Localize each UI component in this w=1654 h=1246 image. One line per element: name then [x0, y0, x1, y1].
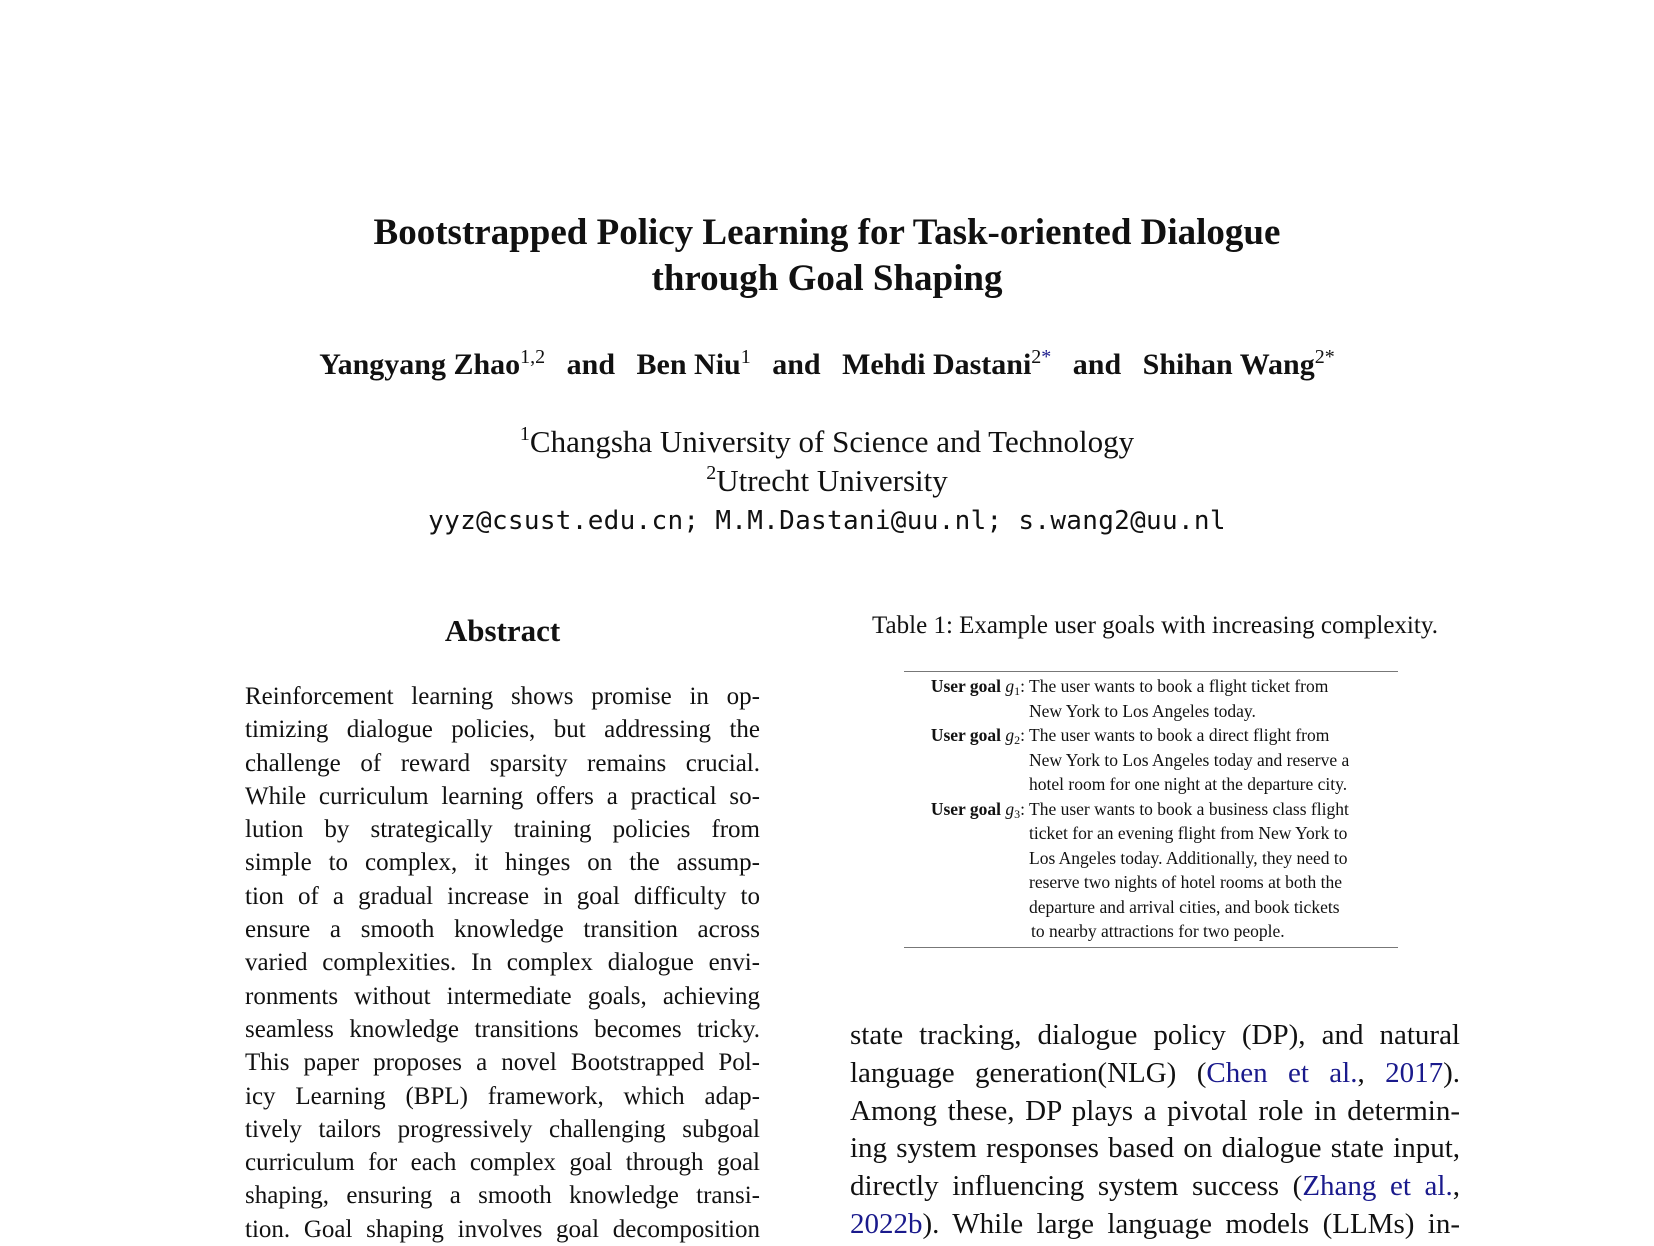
table-row: [904, 674, 1398, 723]
citation-link-chen-2017[interactable]: Chen et al.: [1206, 1056, 1358, 1089]
author: Yangyang Zhao$^{1,2}$: [319, 346, 546, 381]
abstract-line: simple to complex, it hinges on the assump-: [245, 849, 760, 877]
body-line: 2022b). While large language models (LLMs) in-: [850, 1207, 1460, 1240]
abstract-heading: Abstract: [444, 613, 561, 648]
abstract-line: ensure a smooth knowledge transition across: [245, 916, 760, 944]
abstract-line: tively tailors progressively challenging subgoal: [245, 1115, 760, 1143]
abstract-line: lution by strategically training policies from: [245, 816, 760, 844]
goal-label: User goal $g_1$:: [930, 676, 1025, 698]
title-line-2: through Goal Shaping: [651, 258, 1003, 299]
author-separator: and: [566, 348, 616, 381]
abstract-line: challenge of reward sparsity remains crucial.: [245, 749, 760, 777]
title-line-1: Bootstrapped Policy Learning for Task-oriented Dialogue: [373, 212, 1281, 253]
body-line: ing system responses based on dialogue state input,: [850, 1132, 1460, 1165]
abstract-line: tion of a gradual increase in goal difficulty to: [245, 882, 760, 910]
table-row: [904, 797, 1398, 944]
author: Shihan Wang$^{2*}$: [1142, 346, 1335, 381]
abstract-body: [245, 680, 760, 1246]
affiliation: $^2$Utrecht University: [706, 462, 948, 498]
author: Mehdi Dastani$^{2*}$: [842, 346, 1052, 381]
abstract-line: This paper proposes a novel Bootstrapped Pol-: [245, 1049, 760, 1077]
abstract-line: tion. Goal shaping involves goal decomposition: [245, 1215, 760, 1243]
paper-title: [0, 210, 1654, 302]
body-line: language generation(NLG) (Chen et al., 2017).: [850, 1056, 1460, 1089]
body-line: directly influencing system success (Zhang et al.,: [850, 1170, 1460, 1203]
abstract-line: shaping, ensuring a smooth knowledge transi-: [245, 1182, 760, 1210]
abstract-line: Reinforcement learning shows promise in op-: [245, 683, 760, 710]
abstract-line: ronments without intermediate goals, achieving: [245, 982, 760, 1010]
abstract-line: While curriculum learning offers a practical so-: [245, 782, 760, 810]
author-emails: yyz@csust.edu.cn; M.M.Dastani@uu.nl; s.wang2@uu.nl: [428, 506, 1226, 536]
corresponding-author-mark: *: [1324, 346, 1335, 368]
author-separator: and: [772, 348, 821, 381]
affiliation: $^1$Changsha University of Science and Technology: [519, 423, 1135, 459]
abstract-line: icy Learning (BPL) framework, which adap-: [245, 1082, 760, 1110]
corresponding-author-footnote-link[interactable]: *: [1041, 346, 1052, 368]
citation-year-link-2017[interactable]: 2017: [1385, 1056, 1444, 1089]
goal-description: The user wants to book a business class flight ticket for an evening flight from New York to Los Angeles today. Additionally, they need to reserve two nights of hotel rooms at both the departure and arrival cities, and book tickets to nearby attractions for two people.: [1029, 798, 1349, 941]
citation-year-link-2022b[interactable]: 2022b: [850, 1207, 923, 1240]
author: Ben Niu$^1$: [636, 346, 751, 381]
author-list: [0, 345, 1654, 385]
goal-description: The user wants to book a flight ticket from New York to Los Angeles today.: [1029, 676, 1329, 721]
goal-label: User goal $g_2$:: [930, 725, 1025, 747]
citation-link-zhang-2022b[interactable]: Zhang et al.: [1302, 1170, 1453, 1203]
abstract-line: varied complexities. In complex dialogue envi-: [245, 949, 760, 977]
author-separator: and: [1072, 348, 1122, 381]
affiliations: [0, 422, 1654, 500]
body-line: state tracking, dialogue policy (DP), and natural: [850, 1019, 1460, 1051]
body-line: Among these, DP plays a pivotal role in determin-: [850, 1094, 1460, 1127]
abstract-line: timizing dialogue policies, but addressing the: [245, 716, 760, 744]
table-row: [904, 723, 1398, 797]
table-caption: Table 1: Example user goals with increasing complexity.: [872, 612, 1438, 639]
goal-description: The user wants to book a direct flight from New York to Los Angeles today and reserve a hotel room for one night at the departure city.: [1029, 725, 1350, 794]
goal-label: User goal $g_3$:: [930, 798, 1025, 821]
user-goals-table: [904, 671, 1398, 948]
abstract-line: seamless knowledge transitions becomes tricky.: [245, 1015, 760, 1043]
abstract-line: curriculum for each complex goal through goal: [245, 1149, 760, 1177]
introduction-body: [850, 1017, 1460, 1244]
